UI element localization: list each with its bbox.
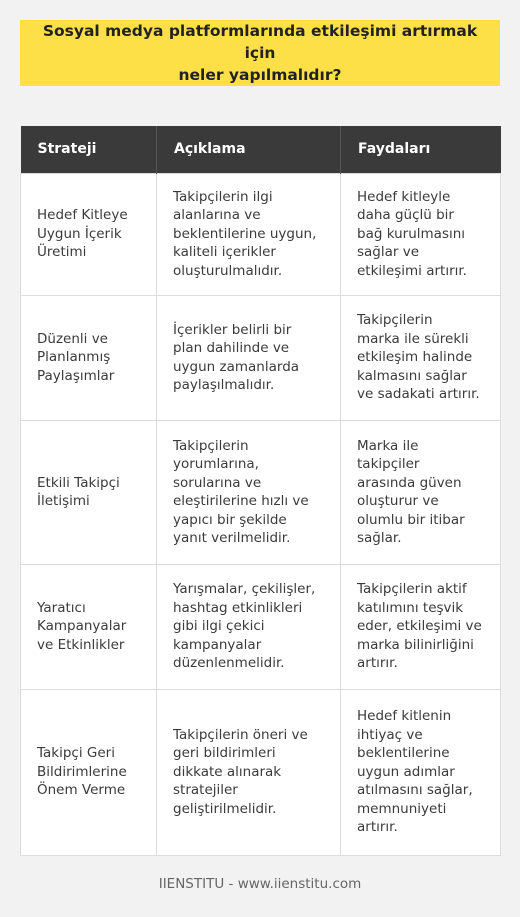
header-benefits: Faydaları <box>341 126 501 173</box>
strategy-cell: Takipçi Geri Bildirimlerine Önem Verme <box>21 689 157 855</box>
table-header-row <box>21 126 501 173</box>
benefits-cell: Hedef kitleyle daha güçlü bir bağ kurulmasını sağlar ve etkileşimi artırır. <box>341 173 501 295</box>
benefits-cell: Hedef kitlenin ihtiyaç ve beklentilerine uygun adımlar atılmasını sağlar, memnuniyeti artırır. <box>341 689 501 855</box>
strategy-cell: Yaratıcı Kampanyalar ve Etkinlikler <box>21 564 157 689</box>
strategy-table <box>20 126 501 856</box>
page-title-text: Sosyal medya platformlarında etkileşimi artırmak için neler yapılmalıdır? <box>42 22 478 84</box>
table-row <box>21 689 501 855</box>
description-cell: İçerikler belirli bir plan dahilinde ve uygun zamanlarda paylaşılmalıdır. <box>157 295 341 420</box>
header-strategy: Strateji <box>21 126 157 173</box>
table-row <box>21 564 501 689</box>
footer <box>0 876 520 892</box>
strategy-cell: Etkili Takipçi İletişimi <box>21 420 157 564</box>
page-title <box>20 20 500 86</box>
description-cell: Yarışmalar, çekilişler, hashtag etkinlikleri gibi ilgi çekici kampanyalar düzenlenmelidir. <box>157 564 341 689</box>
description-cell: Takipçilerin ilgi alanlarına ve beklentilerine uygun, kaliteli içerikler oluşturulmalıdır. <box>157 173 341 295</box>
footer-text: IIENSTITU - www.iienstitu.com <box>158 876 362 892</box>
strategy-cell: Düzenli ve Planlanmış Paylaşımlar <box>21 295 157 420</box>
description-cell: Takipçilerin yorumlarına, sorularına ve eleştirilerine hızlı ve yapıcı bir şekilde yanıt verilmelidir. <box>157 420 341 564</box>
description-cell: Takipçilerin öneri ve geri bildirimleri dikkate alınarak stratejiler geliştirilmelidir. <box>157 689 341 855</box>
benefits-cell: Takipçilerin aktif katılımını teşvik eder, etkileşimi ve marka bilinirliğini artırır. <box>341 564 501 689</box>
strategy-cell: Hedef Kitleye Uygun İçerik Üretimi <box>21 173 157 295</box>
benefits-cell: Takipçilerin marka ile sürekli etkileşim halinde kalmasını sağlar ve sadakati artırır. <box>341 295 501 420</box>
header-description: Açıklama <box>157 126 341 173</box>
table-row <box>21 295 501 420</box>
table-row <box>21 173 501 295</box>
benefits-cell: Marka ile takipçiler arasında güven oluşturur ve olumlu bir itibar sağlar. <box>341 420 501 564</box>
table-row <box>21 420 501 564</box>
